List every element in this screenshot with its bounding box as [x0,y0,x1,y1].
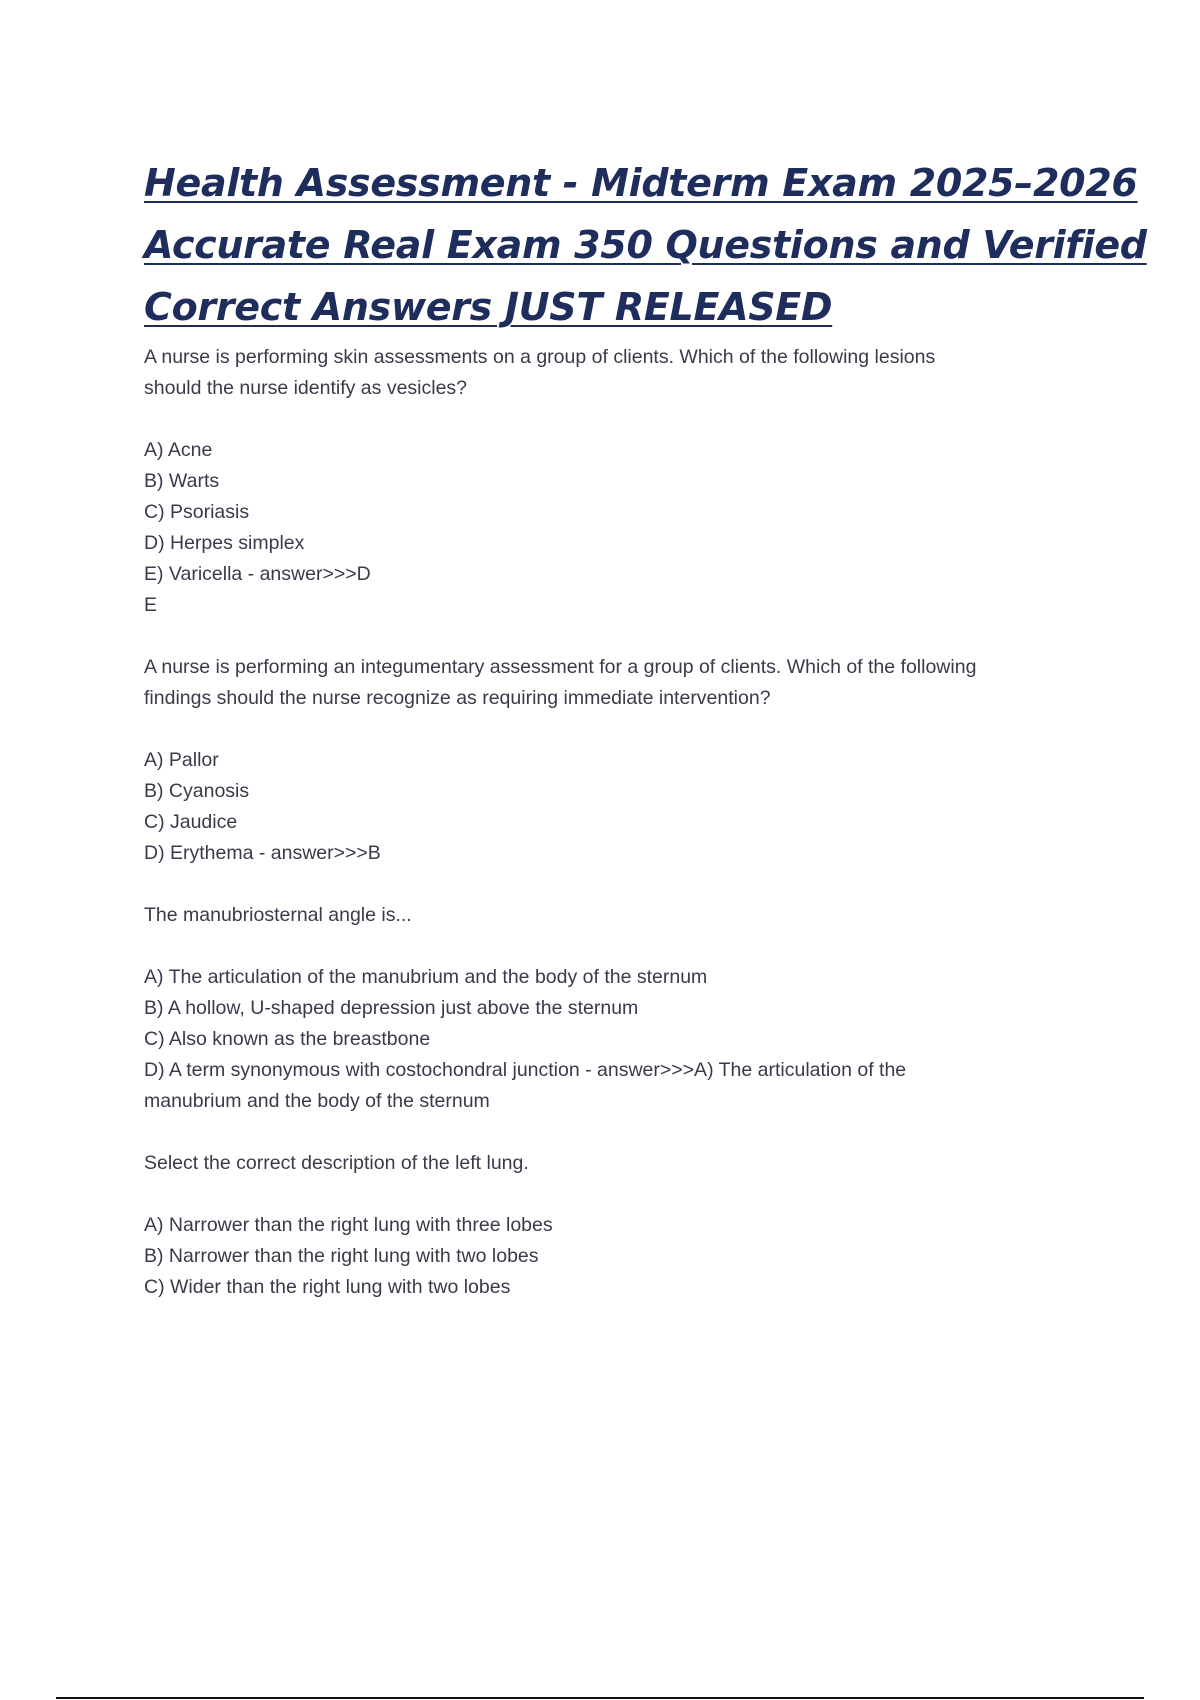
question-3-stem [144,900,1044,931]
question-4-stem [144,1148,1044,1179]
spacer [144,1179,1044,1210]
question-1-option-e-answer: E) Varicella - answer>>>D [144,563,371,585]
question-3-option-d-answer: D) A term synonymous with costochondral junction - answer>>>A) The articulation of the [144,1059,907,1081]
question-4-stem-line-1: Select the correct description of the left lung. [144,1152,529,1174]
document-page [144,152,1147,1303]
question-3-stem-line-1: The manubriosternal angle is... [144,904,412,926]
question-2-stem-line-1: A nurse is performing an integumentary assessment for a group of clients. Which of the following [144,656,977,678]
spacer [144,869,1044,900]
spacer [144,621,1044,652]
spacer [144,931,1044,962]
question-2-stem-line-2: findings should the nurse recognize as requiring immediate intervention? [144,687,771,709]
question-2-option-c: C) Jaudice [144,811,238,833]
question-1-stem-line-2: should the nurse identify as vesicles? [144,377,468,399]
question-2 [144,652,1044,869]
question-3-option-c: C) Also known as the breastbone [144,1028,431,1050]
spacer [144,404,1044,435]
title-line-3: Correct Answers JUST RELEASED [144,285,833,329]
question-1-stem-line-1: A nurse is performing skin assessments on a group of clients. Which of the following lesions [144,346,936,368]
page-bottom-rule [56,1697,1144,1699]
question-3-option-a: A) The articulation of the manubrium and the body of the sternum [144,966,708,988]
question-3-option-b: B) A hollow, U-shaped depression just above the sternum [144,997,639,1019]
question-2-option-b: B) Cyanosis [144,780,250,802]
question-1 [144,342,1044,621]
question-1-option-d: D) Herpes simplex [144,532,305,554]
question-4-option-a: A) Narrower than the right lung with three lobes [144,1214,553,1236]
question-1-option-b: B) Warts [144,470,220,492]
question-3 [144,900,1044,1117]
question-2-stem [144,652,1044,714]
question-2-option-a: A) Pallor [144,749,219,771]
question-4-option-c: C) Wider than the right lung with two lobes [144,1276,511,1298]
question-3-answer-continued: manubrium and the body of the sternum [144,1090,490,1112]
question-1-option-a: A) Acne [144,439,213,461]
title-line-1: Health Assessment - Midterm Exam 2025–2026 [144,161,1138,205]
spacer [144,1117,1044,1148]
document-title [144,152,1147,338]
title-line-2: Accurate Real Exam 350 Questions and Verified [144,223,1147,267]
question-1-stem [144,342,1044,404]
question-4-option-b: B) Narrower than the right lung with two lobes [144,1245,539,1267]
question-2-option-d-answer: D) Erythema - answer>>>B [144,842,381,864]
question-1-answer-continued: E [144,594,158,616]
question-1-option-c: C) Psoriasis [144,501,250,523]
spacer [144,714,1044,745]
question-4 [144,1148,1044,1303]
